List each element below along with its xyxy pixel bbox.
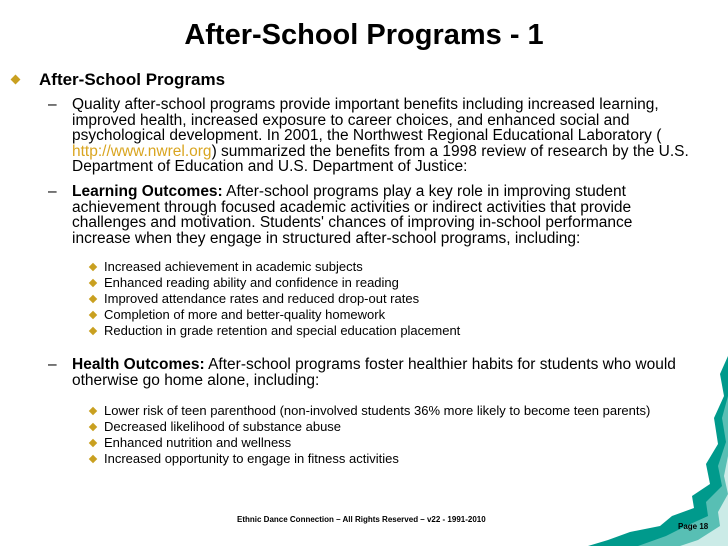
diamond-bullet-icon	[89, 311, 97, 319]
diamond-bullet-icon	[89, 439, 97, 447]
intro-line: Department of Education and U.S. Department of Justice:	[72, 158, 468, 175]
diamond-bullet-icon	[89, 407, 97, 415]
diamond-bullet-icon	[89, 423, 97, 431]
diamond-bullet-icon	[89, 327, 97, 335]
corner-mountain-decoration	[568, 356, 728, 546]
nwrel-link[interactable]: http://www.nwrel.org	[72, 142, 212, 160]
diamond-bullet-icon	[89, 295, 97, 303]
diamond-bullet-icon	[89, 455, 97, 463]
learning-line: challenges and motivation. Students' chances of improving in-school performance	[72, 214, 633, 231]
slide-title: After-School Programs - 1	[184, 19, 544, 51]
intro-line: psychological development. In 2001, the Northwest Regional Educational Laboratory (	[72, 127, 662, 144]
health-line: Health Outcomes: After-school programs foster healthier habits for students who would	[72, 356, 676, 373]
intro-line: improved health, increased exposure to career choices, and enhanced social and	[72, 111, 630, 129]
diamond-bullet-icon	[11, 75, 21, 85]
diamond-bullet-icon	[89, 279, 97, 287]
learning-label: Learning Outcomes:	[72, 183, 223, 200]
dash-bullet: –	[48, 96, 57, 113]
learning-line: Learning Outcomes: After-school programs play a key role in improving student	[72, 183, 626, 200]
page-number: Page 18	[678, 522, 709, 531]
intro-line: http://www.nwrel.org) summarized the benefits from a 1998 review of research by the U.S.	[72, 142, 689, 160]
footer-copyright: Ethnic Dance Connection – All Rights Reserved – v22 - 1991-2010	[237, 515, 486, 524]
section-heading: After-School Programs	[39, 70, 226, 89]
dash-bullet: –	[48, 183, 57, 200]
learning-line: achievement through focused academic activities or indirect activities that provide	[72, 198, 632, 216]
slide: After-School Programs - 1 After-School Programs – Quality after-school programs provide important benefits including increased learning, improved health, increased exposure to career choices, and enhanced social and psychological development. In 2001, the Northwest Regional Educational Laboratory ( http://www.nwrel.org) summarized the benefits from a 1998 review of research by the U.S. Department of Education and U.S. Department of Justice: – Learning Outcomes: After-school programs play a key role in improving student achievement through focused academic activities or indirect activities that provide challenges and motivation. Students' chances of improving in-school performance increase when they engage in structured after-school programs, including: Increased achievement in academic subjects Enhanced reading ability and confidence in reading Improved attendance rates and reduced drop-out rates Completion of more and better-quality homework Reduction in grade retention and special education placement – Health Outcomes: After-school programs foster healthier habits for students who would otherwise go home alone, including: Lower risk of teen parenthood (non-involved students 36% more likely to become teen parents) Decreased likelihood of substance abuse Enhanced nutrition and wellness Increased opportunity to engage in fitness activities Ethnic Dance Connection – All Rights Reserved – v22 - 1991-2010 Page 18	[0, 0, 728, 546]
learning-line: increase when they engage in structured after-school programs, including:	[72, 229, 581, 247]
intro-line: Quality after-school programs provide important benefits including increased learning,	[72, 96, 659, 113]
health-label: Health Outcomes:	[72, 356, 205, 373]
health-line: otherwise go home alone, including:	[72, 371, 320, 389]
diamond-bullet-icon	[89, 263, 97, 271]
dash-bullet: –	[48, 356, 57, 373]
